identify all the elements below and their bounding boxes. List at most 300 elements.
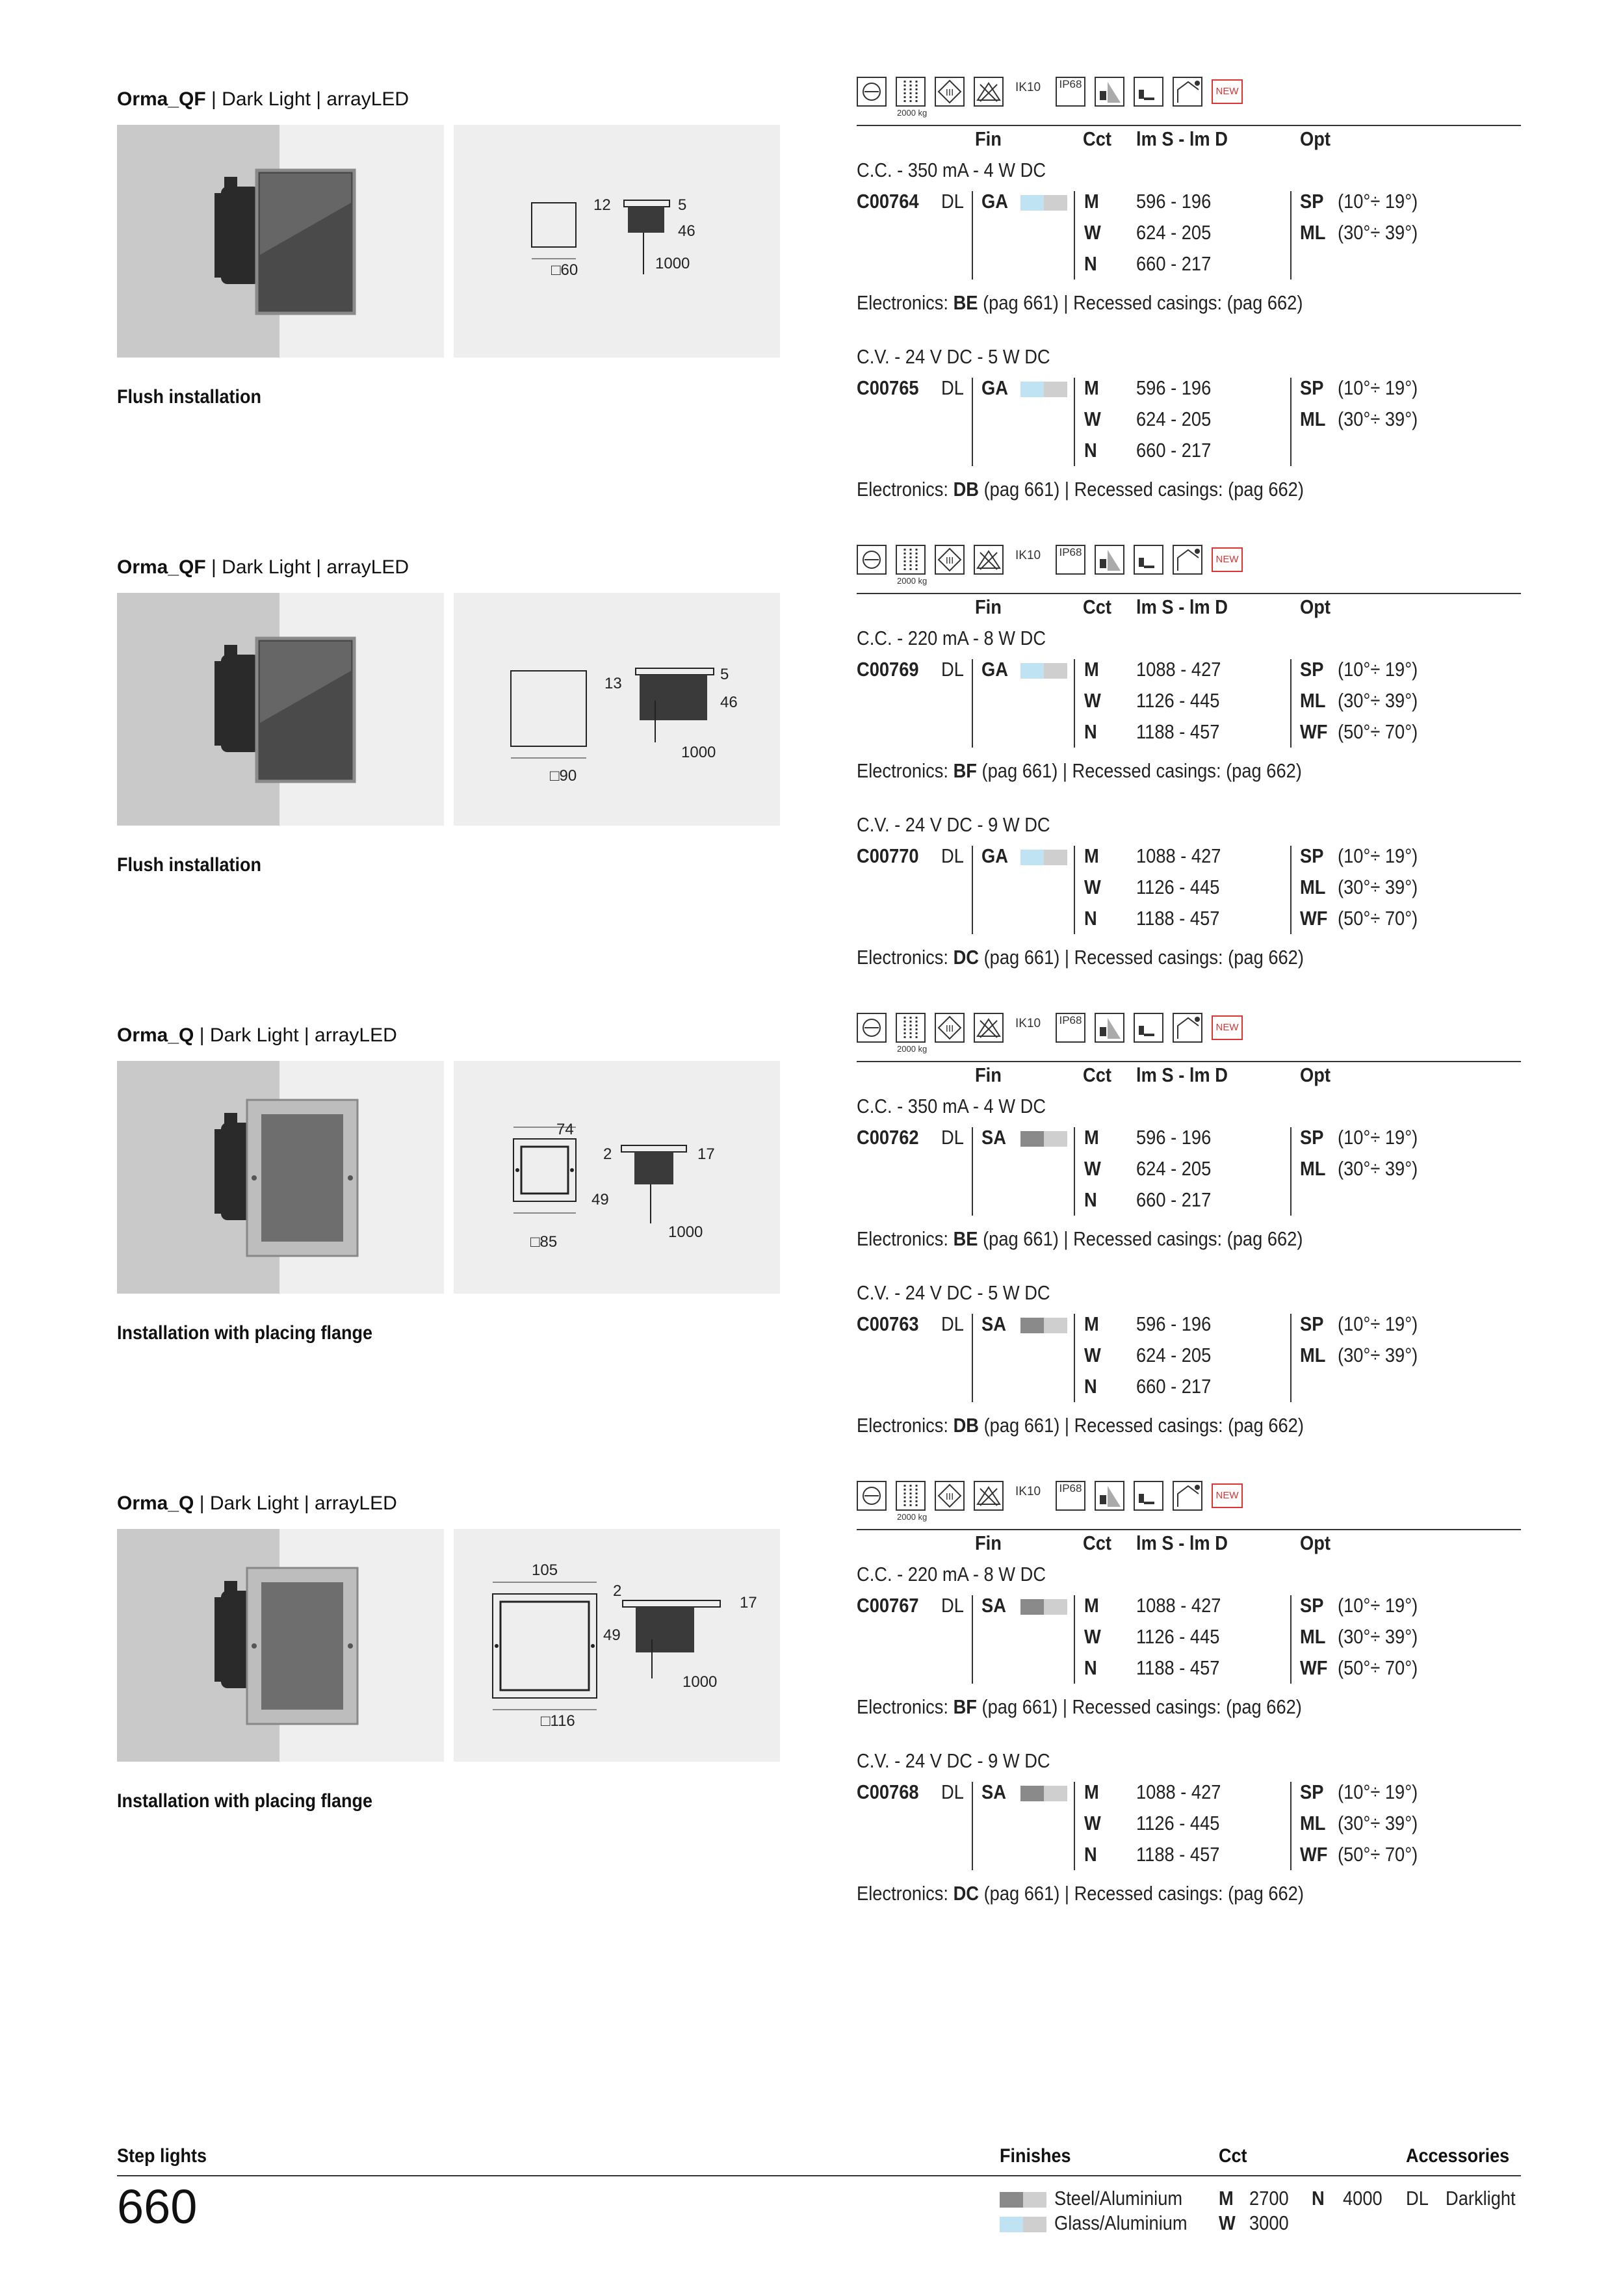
cct-code: W <box>1084 1157 1101 1180</box>
electronics-suffix: (pag 661) | Recessed casings: (pag 662) <box>978 946 1304 969</box>
product-section <box>0 1404 1623 1905</box>
lumen-values: 624 - 205 <box>1136 1157 1212 1180</box>
lumen-values: 1088 - 427 <box>1136 658 1221 681</box>
footer-category: Step lights <box>117 2145 207 2167</box>
electronics-note <box>857 1227 1303 1251</box>
finish-glass-swatch <box>1000 2217 1046 2232</box>
finish-swatch <box>1020 382 1067 397</box>
optic-code: ML <box>1300 408 1326 430</box>
supply-spec: C.V. - 24 V DC - 5 W DC <box>857 345 1050 368</box>
electronics-note <box>857 759 1302 783</box>
tread-icon <box>896 545 926 575</box>
optic-code: ML <box>1300 876 1326 898</box>
product-name: Orma_Q <box>117 1493 194 1514</box>
optic-code: WF <box>1300 1656 1328 1679</box>
electronics-suffix: (pag 661) | Recessed casings: (pag 662) <box>978 291 1303 314</box>
cct-code: N <box>1084 1656 1097 1679</box>
lumen-values: 660 - 217 <box>1136 1375 1212 1398</box>
lumen-values: 1126 - 445 <box>1136 876 1220 898</box>
lumen-values: 1188 - 457 <box>1136 907 1220 930</box>
svg-text:III: III <box>945 87 954 98</box>
cct-code: N <box>1084 1375 1097 1398</box>
class3-icon <box>935 1013 965 1043</box>
header-cct: Cct <box>1083 1063 1111 1086</box>
electronics-code: BE <box>953 291 978 314</box>
electronics-suffix: (pag 661) | Recessed casings: (pag 662) <box>978 478 1304 501</box>
dimension-label: 13 <box>604 675 622 692</box>
new-badge: NEW <box>1212 79 1243 104</box>
dial-icon <box>857 545 887 575</box>
optic-code: ML <box>1300 1157 1326 1180</box>
ip-rating: IP68 <box>1056 1013 1085 1043</box>
product-name: Orma_QF <box>117 556 206 578</box>
footer-rule <box>117 2175 1521 2176</box>
lumen-values: 624 - 205 <box>1136 221 1212 244</box>
cct-code: M <box>1084 1594 1099 1617</box>
cct-w-code: W <box>1219 2211 1236 2234</box>
beam1-icon <box>1095 545 1124 575</box>
product-code: C00764 <box>857 190 919 213</box>
dimension-label: □116 <box>541 1712 575 1730</box>
supply-spec: C.C. - 350 mA - 4 W DC <box>857 1095 1046 1117</box>
supply-spec: C.V. - 24 V DC - 5 W DC <box>857 1281 1050 1304</box>
supply-spec: C.V. - 24 V DC - 9 W DC <box>857 1749 1050 1772</box>
dimension-label: 1000 <box>682 1673 718 1691</box>
finish-swatch <box>1020 1786 1067 1801</box>
new-badge: NEW <box>1212 1015 1243 1040</box>
class3-icon <box>935 77 965 107</box>
dimension-label: 17 <box>697 1145 715 1163</box>
column-divider <box>1290 1127 1292 1216</box>
optic-angle: (10°÷ 19°) <box>1338 844 1418 867</box>
cct-m-code: M <box>1219 2187 1234 2210</box>
electronics-suffix: (pag 661) | Recessed casings: (pag 662) <box>978 1882 1304 1905</box>
product-photo <box>117 125 444 358</box>
dimension-label: 74 <box>556 1121 574 1138</box>
lumen-values: 596 - 196 <box>1136 1312 1212 1335</box>
cct-code: W <box>1084 1344 1101 1366</box>
installation-caption: Flush installation <box>117 386 262 408</box>
cct-code: N <box>1084 1843 1097 1866</box>
cct-code: N <box>1084 907 1097 930</box>
finish-code: SA <box>981 1312 1006 1335</box>
product-photo <box>117 1529 444 1762</box>
installation-caption: Installation with placing flange <box>117 1322 373 1344</box>
optic-angle: (10°÷ 19°) <box>1338 1781 1418 1803</box>
product-section <box>0 936 1623 1437</box>
technical-drawing <box>454 1529 780 1762</box>
optic-code: ML <box>1300 1812 1326 1834</box>
finish-code: GA <box>981 844 1008 867</box>
cct-n-code: N <box>1312 2187 1325 2210</box>
optic-angle: (30°÷ 39°) <box>1338 1625 1418 1648</box>
feature-icons <box>857 77 1521 118</box>
product-code: C00762 <box>857 1126 919 1149</box>
optic-angle: (50°÷ 70°) <box>1338 1843 1418 1866</box>
cct-code: W <box>1084 1625 1101 1648</box>
feature-icons <box>857 1481 1521 1522</box>
darklight-code: DL <box>941 1594 964 1617</box>
electronics-code: DB <box>953 1414 979 1437</box>
supply-spec: C.C. - 350 mA - 4 W DC <box>857 159 1046 181</box>
optic-angle: (10°÷ 19°) <box>1338 1594 1418 1617</box>
dimension-label: 1000 <box>681 744 716 761</box>
cross-icon <box>974 1013 1004 1043</box>
optic-code: ML <box>1300 689 1326 712</box>
finish-swatch <box>1020 1131 1067 1147</box>
column-divider <box>1290 191 1292 280</box>
technical-drawing <box>454 593 780 826</box>
header-fin: Fin <box>975 1063 1002 1086</box>
column-divider <box>1290 846 1292 934</box>
column-divider <box>1074 1782 1075 1870</box>
optic-angle: (30°÷ 39°) <box>1338 408 1418 430</box>
cct-code: M <box>1084 376 1099 399</box>
electronics-code: BF <box>953 759 977 782</box>
dimension-label: 1000 <box>668 1223 703 1241</box>
cct-code: N <box>1084 252 1097 275</box>
darklight-code: DL <box>941 1126 964 1149</box>
lumen-values: 1188 - 457 <box>1136 1843 1220 1866</box>
column-divider <box>1290 378 1292 466</box>
svg-text:III: III <box>945 1491 954 1502</box>
cct-code: M <box>1084 190 1099 213</box>
technical-drawing <box>454 125 780 358</box>
new-badge: NEW <box>1212 1483 1243 1508</box>
beam1-icon <box>1095 77 1124 107</box>
cct-w-value: 3000 <box>1249 2211 1289 2234</box>
column-divider <box>972 1127 973 1216</box>
optic-angle: (30°÷ 39°) <box>1338 1344 1418 1366</box>
column-divider <box>972 378 973 466</box>
installation-caption: Flush installation <box>117 854 262 876</box>
header-opt: Opt <box>1300 127 1331 150</box>
cross-icon <box>974 545 1004 575</box>
column-divider <box>972 191 973 280</box>
electronics-prefix: Electronics: <box>857 478 954 501</box>
optic-code: ML <box>1300 1344 1326 1366</box>
beam2-icon <box>1134 77 1163 107</box>
cct-code: W <box>1084 1812 1101 1834</box>
product-title <box>117 88 409 111</box>
column-divider <box>1074 659 1075 748</box>
optic-angle: (30°÷ 39°) <box>1338 876 1418 898</box>
electronics-suffix: (pag 661) | Recessed casings: (pag 662) <box>976 1695 1302 1718</box>
lumen-values: 624 - 205 <box>1136 1344 1212 1366</box>
optic-angle: (30°÷ 39°) <box>1338 1812 1418 1834</box>
beam1-icon <box>1095 1481 1124 1511</box>
table-rule <box>857 1061 1521 1062</box>
column-divider <box>972 1595 973 1684</box>
finish-glass-label: Glass/Aluminium <box>1054 2211 1188 2234</box>
optic-angle: (50°÷ 70°) <box>1338 1656 1418 1679</box>
footer-accessories-label: Accessories <box>1406 2145 1510 2167</box>
header-cct: Cct <box>1083 1532 1111 1554</box>
electronics-prefix: Electronics: <box>857 1882 954 1905</box>
header-opt: Opt <box>1300 1063 1331 1086</box>
optic-code: SP <box>1300 190 1324 213</box>
optic-code: WF <box>1300 907 1328 930</box>
header-lm: lm S - lm D <box>1136 1063 1228 1086</box>
lumen-values: 660 - 217 <box>1136 439 1212 462</box>
cct-code: M <box>1084 1781 1099 1803</box>
dimension-label: 5 <box>720 666 729 683</box>
dimension-label: 12 <box>593 196 611 214</box>
tread-icon <box>896 1481 926 1511</box>
darklight-code: DL <box>941 376 964 399</box>
load-label: 2000 kg <box>897 1512 928 1522</box>
finish-swatch <box>1020 195 1067 211</box>
dial-icon <box>857 1481 887 1511</box>
acc-dl-code: DL <box>1406 2187 1429 2210</box>
column-divider <box>1290 1782 1292 1870</box>
optic-angle: (30°÷ 39°) <box>1338 221 1418 244</box>
optic-code: SP <box>1300 1594 1324 1617</box>
electronics-prefix: Electronics: <box>857 1695 954 1718</box>
finish-steel-label: Steel/Aluminium <box>1054 2187 1183 2210</box>
cct-m-value: 2700 <box>1249 2187 1289 2210</box>
dimension-label: □90 <box>550 767 577 785</box>
optic-code: SP <box>1300 1126 1324 1149</box>
footer-finishes-label: Finishes <box>1000 2145 1071 2167</box>
tread-icon <box>896 1013 926 1043</box>
column-divider <box>972 1782 973 1870</box>
optic-code: SP <box>1300 844 1324 867</box>
product-subtitle: | Dark Light | arrayLED <box>205 556 409 578</box>
product-title <box>117 1493 397 1515</box>
product-subtitle: | Dark Light | arrayLED <box>194 1024 397 1046</box>
optic-angle: (50°÷ 70°) <box>1338 907 1418 930</box>
tread-icon <box>896 77 926 107</box>
header-lm: lm S - lm D <box>1136 1532 1228 1554</box>
finish-swatch <box>1020 663 1067 679</box>
optic-angle: (30°÷ 39°) <box>1338 1157 1418 1180</box>
column-divider <box>1290 1314 1292 1402</box>
ip-rating: IP68 <box>1056 77 1085 107</box>
lumen-values: 624 - 205 <box>1136 408 1212 430</box>
supply-spec: C.C. - 220 mA - 8 W DC <box>857 627 1046 649</box>
optic-angle: (10°÷ 19°) <box>1338 658 1418 681</box>
column-divider <box>1074 1595 1075 1684</box>
product-code: C00770 <box>857 844 919 867</box>
lumen-values: 660 - 217 <box>1136 1188 1212 1211</box>
cct-n-value: 4000 <box>1343 2187 1383 2210</box>
house-icon <box>1173 1481 1202 1511</box>
cct-code: N <box>1084 720 1097 743</box>
house-icon <box>1173 77 1202 107</box>
column-divider <box>972 846 973 934</box>
column-divider <box>972 1314 973 1402</box>
electronics-prefix: Electronics: <box>857 291 954 314</box>
ik-rating: IK10 <box>1015 549 1041 562</box>
optic-angle: (10°÷ 19°) <box>1338 1312 1418 1335</box>
dimension-label: 46 <box>720 694 738 711</box>
dimension-label: 17 <box>740 1594 757 1611</box>
class3-icon <box>935 545 965 575</box>
optic-code: WF <box>1300 720 1328 743</box>
ip-rating: IP68 <box>1056 1481 1085 1511</box>
product-section <box>0 468 1623 969</box>
lumen-values: 596 - 196 <box>1136 376 1212 399</box>
dimension-label: 49 <box>603 1626 621 1644</box>
cct-code: M <box>1084 1312 1099 1335</box>
lumen-values: 1088 - 427 <box>1136 1781 1221 1803</box>
cct-code: M <box>1084 658 1099 681</box>
acc-dl-value: Darklight <box>1446 2187 1516 2210</box>
beam2-icon <box>1134 1481 1163 1511</box>
installation-caption: Installation with placing flange <box>117 1790 373 1812</box>
optic-code: SP <box>1300 1312 1324 1335</box>
optic-angle: (10°÷ 19°) <box>1338 1126 1418 1149</box>
header-opt: Opt <box>1300 595 1331 618</box>
optic-code: SP <box>1300 1781 1324 1803</box>
class3-icon <box>935 1481 965 1511</box>
darklight-code: DL <box>941 844 964 867</box>
dimension-label: 1000 <box>655 255 690 272</box>
ik-rating: IK10 <box>1015 81 1041 94</box>
cct-code: W <box>1084 876 1101 898</box>
electronics-code: DC <box>953 1882 979 1905</box>
ik-rating: IK10 <box>1015 1017 1041 1030</box>
finish-swatch <box>1020 1599 1067 1615</box>
optic-angle: (10°÷ 19°) <box>1338 190 1418 213</box>
column-divider <box>1074 191 1075 280</box>
finish-swatch <box>1020 1318 1067 1333</box>
finish-steel-swatch <box>1000 2192 1046 2208</box>
optic-code: SP <box>1300 376 1324 399</box>
optic-code: ML <box>1300 221 1326 244</box>
electronics-prefix: Electronics: <box>857 1227 954 1250</box>
table-rule <box>857 1529 1521 1530</box>
electronics-suffix: (pag 661) | Recessed casings: (pag 662) <box>976 759 1302 782</box>
ik-rating: IK10 <box>1015 1485 1041 1498</box>
optic-code: WF <box>1300 1843 1328 1866</box>
product-subtitle: | Dark Light | arrayLED <box>194 1493 397 1514</box>
supply-spec: C.V. - 24 V DC - 9 W DC <box>857 813 1050 836</box>
feature-icons <box>857 1013 1521 1054</box>
table-rule <box>857 593 1521 594</box>
product-title <box>117 1024 397 1047</box>
ip-rating: IP68 <box>1056 545 1085 575</box>
lumen-values: 596 - 196 <box>1136 190 1212 213</box>
optic-code: ML <box>1300 1625 1326 1648</box>
dimension-label: 5 <box>678 196 687 214</box>
product-code: C00768 <box>857 1781 919 1803</box>
finish-code: SA <box>981 1781 1006 1803</box>
cct-code: W <box>1084 221 1101 244</box>
lumen-values: 660 - 217 <box>1136 252 1212 275</box>
lumen-values: 1088 - 427 <box>1136 1594 1221 1617</box>
finish-code: GA <box>981 658 1008 681</box>
supply-spec: C.C. - 220 mA - 8 W DC <box>857 1563 1046 1585</box>
dimension-label: 2 <box>603 1145 612 1163</box>
product-code: C00767 <box>857 1594 919 1617</box>
beam1-icon <box>1095 1013 1124 1043</box>
beam2-icon <box>1134 545 1163 575</box>
electronics-prefix: Electronics: <box>857 759 954 782</box>
cross-icon <box>974 1481 1004 1511</box>
dimension-label: 105 <box>532 1561 558 1579</box>
electronics-code: BF <box>953 1695 977 1718</box>
optic-angle: (30°÷ 39°) <box>1338 689 1418 712</box>
load-label: 2000 kg <box>897 1044 928 1054</box>
dial-icon <box>857 77 887 107</box>
finish-code: GA <box>981 190 1008 213</box>
optic-angle: (10°÷ 19°) <box>1338 376 1418 399</box>
header-fin: Fin <box>975 595 1002 618</box>
dimension-label: 49 <box>591 1191 609 1208</box>
darklight-code: DL <box>941 190 964 213</box>
house-icon <box>1173 545 1202 575</box>
header-cct: Cct <box>1083 127 1111 150</box>
cct-code: W <box>1084 689 1101 712</box>
electronics-suffix: (pag 661) | Recessed casings: (pag 662) <box>978 1414 1304 1437</box>
table-rule <box>857 125 1521 126</box>
electronics-code: BE <box>953 1227 978 1250</box>
electronics-prefix: Electronics: <box>857 946 954 969</box>
product-code: C00765 <box>857 376 919 399</box>
header-fin: Fin <box>975 127 1002 150</box>
header-cct: Cct <box>1083 595 1111 618</box>
electronics-code: DC <box>953 946 979 969</box>
lumen-values: 1188 - 457 <box>1136 1656 1220 1679</box>
svg-text:III: III <box>945 555 954 566</box>
dial-icon <box>857 1013 887 1043</box>
dimension-label: 46 <box>678 222 695 240</box>
column-divider <box>972 659 973 748</box>
column-divider <box>1290 659 1292 748</box>
lumen-values: 1126 - 445 <box>1136 1812 1220 1834</box>
electronics-code: DB <box>953 478 979 501</box>
cct-code: N <box>1084 1188 1097 1211</box>
product-name: Orma_Q <box>117 1024 194 1046</box>
product-code: C00769 <box>857 658 919 681</box>
electronics-note <box>857 291 1303 315</box>
cct-code: N <box>1084 439 1097 462</box>
beam2-icon <box>1134 1013 1163 1043</box>
optic-angle: (50°÷ 70°) <box>1338 720 1418 743</box>
footer-cct-label: Cct <box>1219 2145 1247 2167</box>
finish-code: SA <box>981 1126 1006 1149</box>
finish-code: SA <box>981 1594 1006 1617</box>
finish-code: GA <box>981 376 1008 399</box>
electronics-note <box>857 1695 1302 1719</box>
product-title <box>117 556 409 579</box>
electronics-suffix: (pag 661) | Recessed casings: (pag 662) <box>978 1227 1303 1250</box>
header-lm: lm S - lm D <box>1136 595 1228 618</box>
electronics-prefix: Electronics: <box>857 1414 954 1437</box>
lumen-values: 1126 - 445 <box>1136 1625 1220 1648</box>
technical-drawing <box>454 1061 780 1294</box>
column-divider <box>1290 1595 1292 1684</box>
darklight-code: DL <box>941 658 964 681</box>
product-code: C00763 <box>857 1312 919 1335</box>
column-divider <box>1074 1314 1075 1402</box>
product-photo <box>117 1061 444 1294</box>
darklight-code: DL <box>941 1781 964 1803</box>
dimension-label: □60 <box>551 261 578 279</box>
new-badge: NEW <box>1212 547 1243 572</box>
product-subtitle: | Dark Light | arrayLED <box>205 88 409 110</box>
cct-code: M <box>1084 1126 1099 1149</box>
electronics-note <box>857 1882 1304 1905</box>
dimension-label: □85 <box>530 1233 558 1251</box>
page-number: 660 <box>117 2180 198 2234</box>
lumen-values: 1126 - 445 <box>1136 689 1220 712</box>
header-opt: Opt <box>1300 1532 1331 1554</box>
load-label: 2000 kg <box>897 108 928 118</box>
dimension-label: 2 <box>613 1582 622 1600</box>
